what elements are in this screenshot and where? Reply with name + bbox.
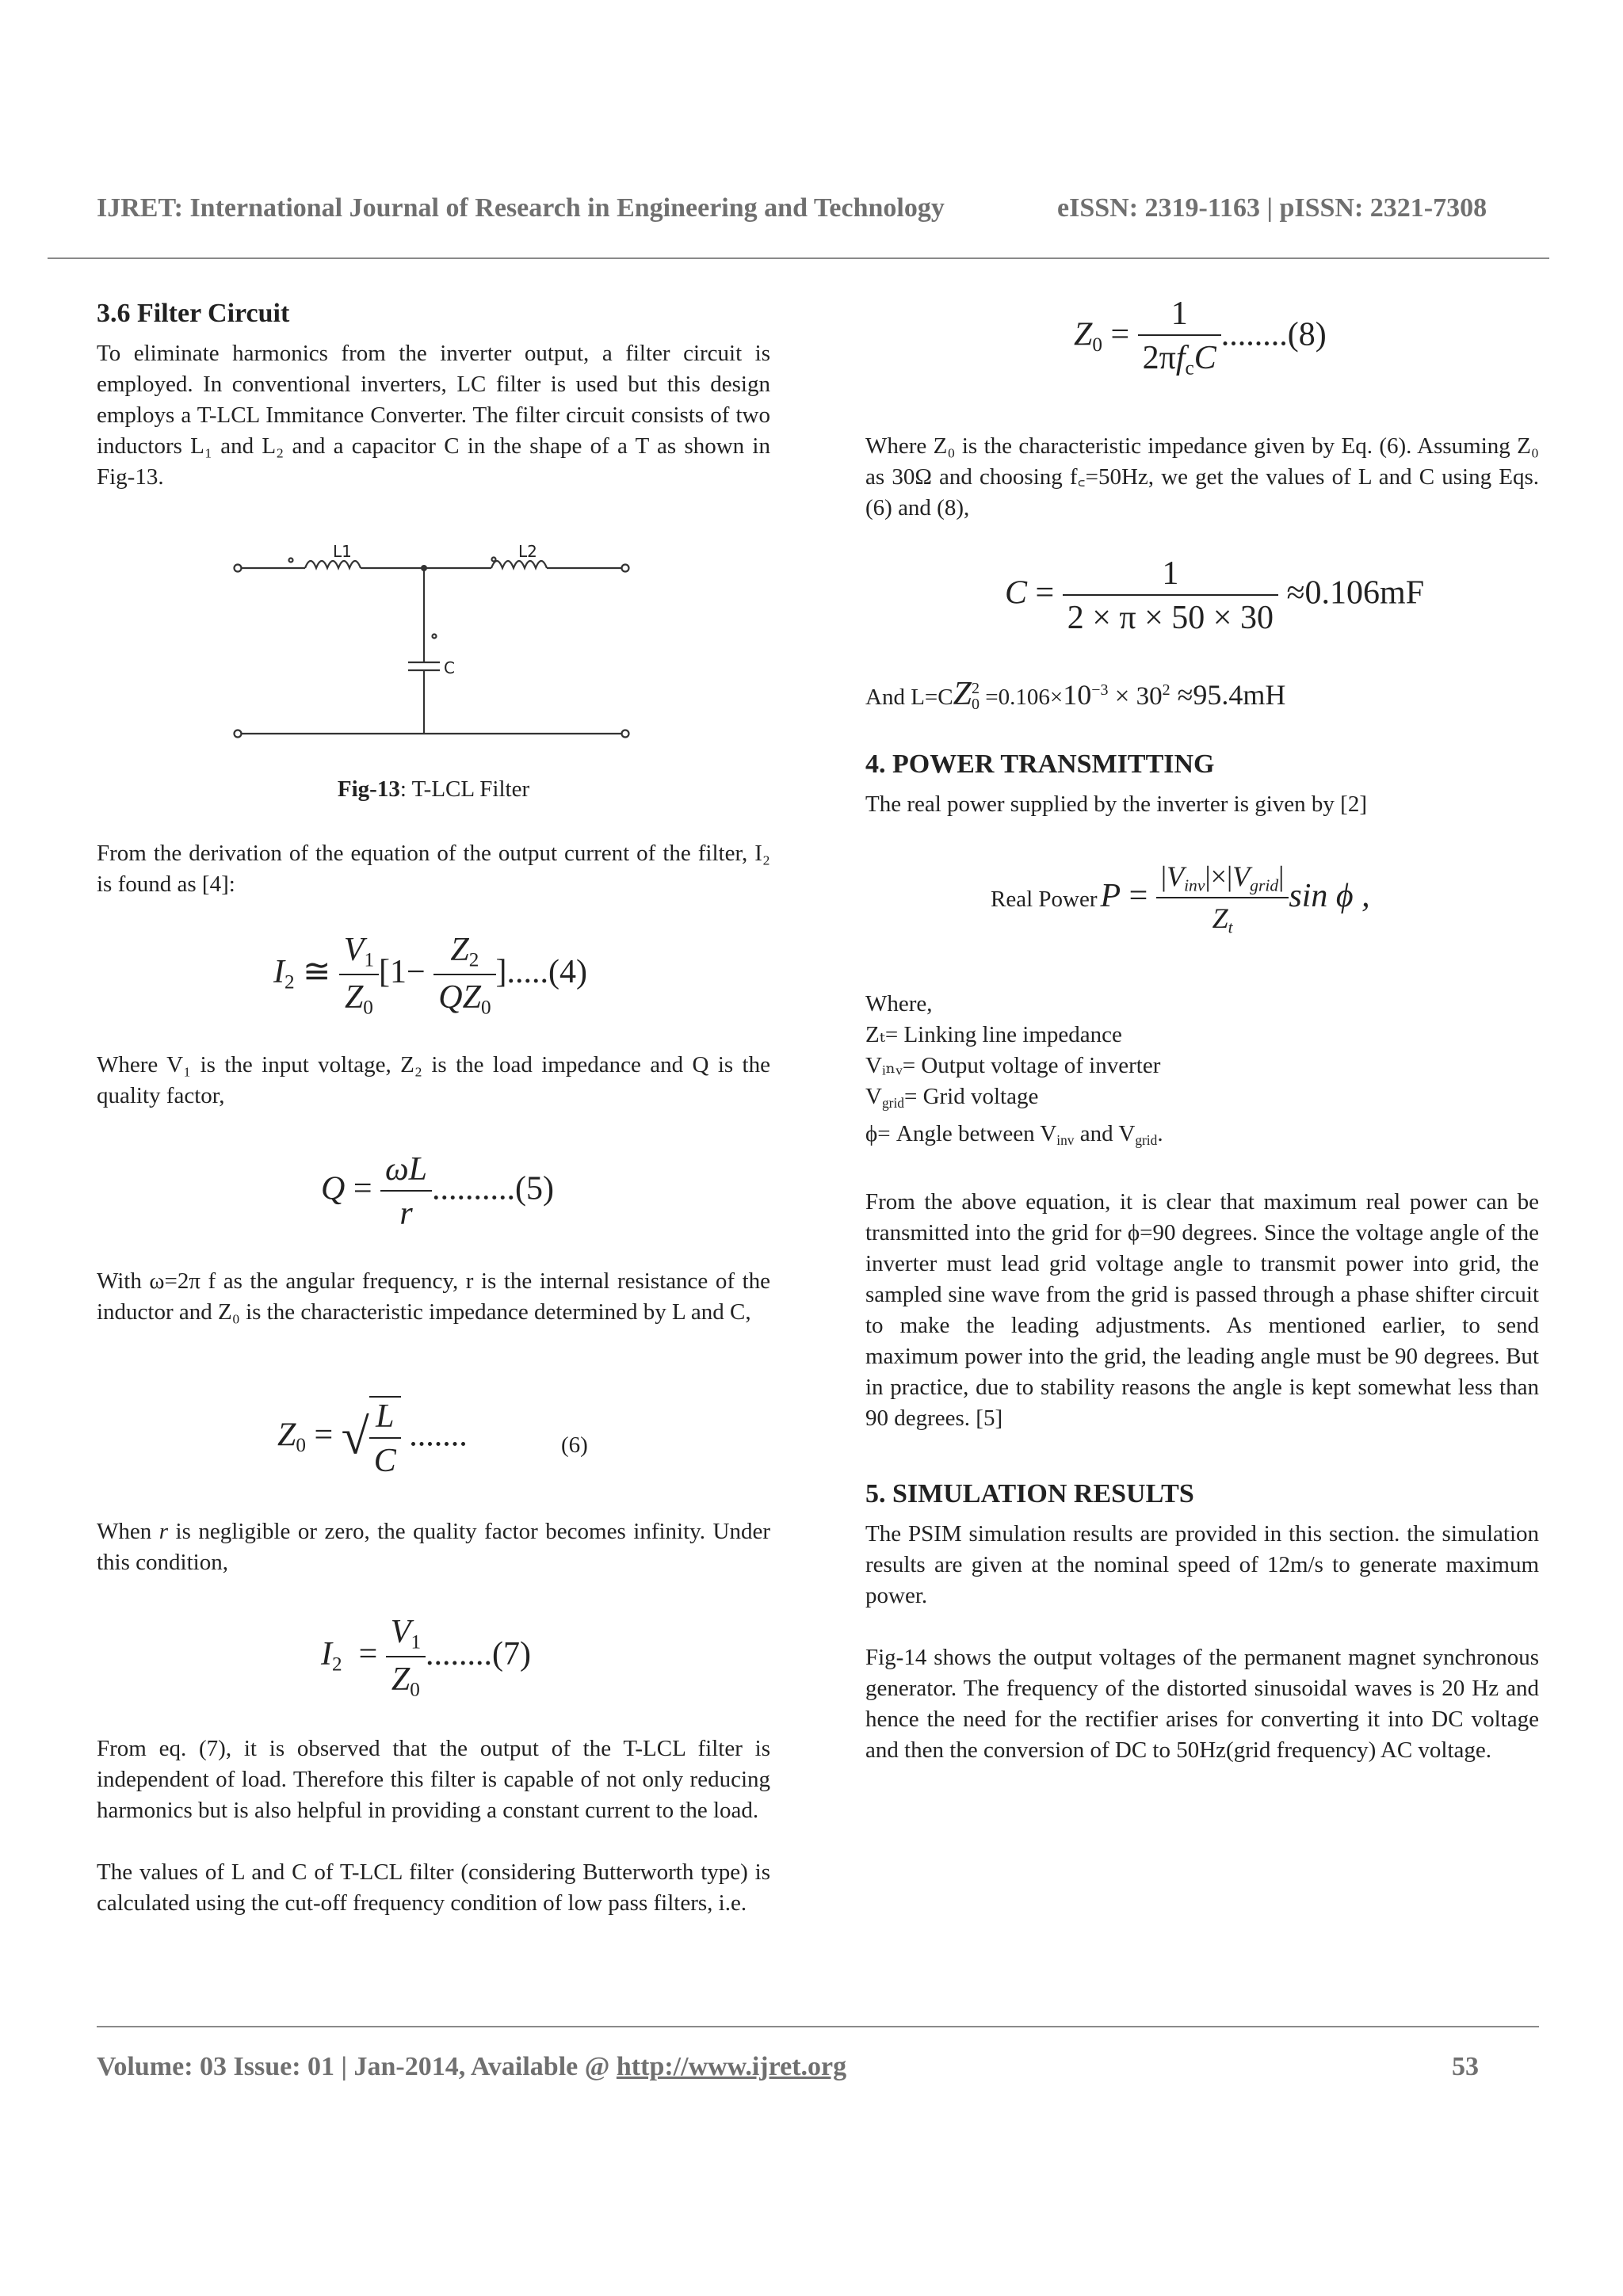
section-title-power-transmitting: 4. POWER TRANSMITTING [865,749,1215,779]
journal-name: IJRET: International Journal of Research in Engineering and Technology [97,193,945,223]
footer-link[interactable]: http://www.ijret.org [616,2052,847,2081]
where-v1-paragraph: Where V₁ is the input voltage, Z₂ is the load impedance and Q is the quality factor, [97,1052,770,1108]
equation-6: $Z_0$ = √ $\frac{L}{C}$ ....... [277,1396,468,1480]
input-terminal-bottom [235,730,242,738]
definition-zt: Zₜ= Linking line impedance [865,1022,1122,1047]
eq8-numerator: 1 [1138,295,1221,336]
eq6-dots: ....... [409,1417,468,1454]
when-r-paragraph [97,1516,770,1578]
omega-block [97,1266,770,1328]
eq4-number: ].....(4) [495,954,587,991]
issn: eISSN: 2319-1163 | pISSN: 2321-7308 [1057,193,1487,223]
left-column [97,298,770,493]
inductor-l2 [491,561,547,568]
label-c: C [444,658,455,677]
vgrid-text: = Grid voltage [903,1084,1039,1109]
power-intro-paragraph: The real power supplied by the inverter is given by [2] [865,791,1367,817]
output-terminal-bottom [622,730,629,738]
psim-paragraph: The PSIM simulation results are provided in this section. the simulation results are given at the nominal speed of 12m/s to generate maximum power. [865,1521,1539,1608]
definition-phi [865,1119,1539,1156]
eq6-number: (6) [561,1432,588,1458]
equation-5: Q = $\frac{\omega L}{r}$ ..........(5) [321,1151,555,1232]
when-r-text-2: is negligible or zero, the quality factor becomes infinity. Under this condition, [97,1519,770,1575]
l-result: ≈95.4mH [1170,679,1286,711]
omega-paragraph: With ω=2π f as the angular frequency, r is the internal resistance of the inductor and Z₀ is the characteristic impedance determined by L and C, [97,1268,770,1325]
real-power-label: Real Power [991,887,1098,913]
phi-text-a: ϕ= Angle between V [865,1121,1057,1147]
section-title-filter-circuit: 3.6 Filter Circuit [97,299,290,328]
eq5-number: ..........(5) [432,1170,555,1207]
equation-8: $Z_0$ = $\frac{1}{2\pi f_cC}$ ........(8) [1074,296,1327,379]
l-times: × 30 [1108,682,1163,711]
where-label: Where, [865,991,933,1016]
l-prefix: And L=C [865,685,953,710]
fig14-paragraph: Fig-14 shows the output voltages of the permanent magnet synchronous generator. The frequency of the distorted sinusoidal waves is 20 Hz and hence the need for the rectifier arises for converting it into DC voltage and then the conversion of DC to 50Hz(grid frequency) AC voltage. [865,1645,1539,1763]
phi-text-and: and V [1074,1121,1136,1147]
footer-rule [97,2026,1539,2027]
where-z0-paragraph: Where Z₀ is the characteristic impedance given by Eq. (6). Assuming Z₀ as 30Ω and choosing f꜀=50Hz, we get the values of L and C using Eqs. (6) and (8), [865,433,1539,521]
figure-13-label: Fig-13 [337,776,400,802]
l-square: 2 [1162,681,1170,699]
definition-vgrid [865,1081,1539,1119]
page-footer [97,2052,1484,2082]
section-title-simulation-results: 5. SIMULATION RESULTS [865,1479,1194,1508]
equation-4: $I_2$ ≅ $\frac{V_1}{Z_0}$ [1− $\frac{Z_2}{QZ_0}$ ].....(4) [273,932,587,1019]
t-lcl-filter-diagram [230,535,642,749]
figure-13-caption [97,776,770,803]
output-terminal-top [622,565,629,572]
phi-sub-inv: inv [1056,1132,1075,1149]
c-numerator: 1 [1063,555,1278,596]
page-number: 53 [1452,2052,1479,2081]
label-l1: L1 [333,542,352,561]
figure-13-title: : T-LCL Filter [399,776,530,802]
definitions-block [865,989,1539,1434]
footer-volume: Volume: 03 Issue: 01 | Jan-2014, Available @ [97,2052,617,2081]
when-r-italic: r [158,1519,169,1544]
eq8-number: ........(8) [1220,316,1327,353]
phi-sub-grid: grid [1135,1132,1158,1149]
i2-paragraph: From the derivation of the equation of the output current of the filter, I₂ is found as [4]: [97,841,770,897]
above-equation-paragraph: From the above equation, it is clear that maximum real power can be transmitted into the grid for ϕ=90 degrees. Since the voltage angle of the inverter must lead grid voltage angle to transmit power into grid, the sampled sine wave from the grid is passed through a phase shifter circuit to make the leading adjustments. As mentioned earlier, to send maximum power into the grid, the leading angle must be 90 degrees. But in practice, due to stability reasons the angle is kept somewhat less than 90 degrees. [5] [865,1189,1539,1432]
from-eq7-block [97,1733,770,1919]
vgrid-v: V [865,1084,882,1109]
from-eq7-paragraph: From eq. (7), it is observed that the output of the T-LCL filter is independent of load. Therefore this filter is capable of not only reducing harmonics but is also helpful in providing a constant current to the load. [97,1736,770,1823]
simulation-section [865,1478,1539,1766]
equation-7: $I_2$ = $\frac{V_1}{Z_0}$ ........(7) [321,1614,532,1701]
where-v1-block [97,1050,770,1112]
power-section [865,749,1539,820]
real-power-equation: Real Power P = $\frac{|V_{inv}|\times|V_{grid}|}{Z_t}$ sin ϕ , [991,860,1370,937]
l-mid: =0.106× [985,685,1064,710]
c-denominator: 2 × π × 50 × 30 [1067,600,1274,636]
i2-paragraph-block [97,838,770,900]
where-z0-block [865,431,1539,524]
when-r-text-1: When [97,1519,159,1544]
input-terminal-top [235,565,242,572]
values-paragraph: The values of L and C of T-LCL filter (considering Butterworth type) is calculated using the cut-off frequency condition of low pass filters, i.e. [97,1859,770,1916]
l-exponent: −3 [1091,681,1109,699]
header-rule [48,257,1549,259]
filter-intro-paragraph: To eliminate harmonics from the inverter output, a filter circuit is employed. In conventional inverters, LC filter is used but this design employs a T-LCL Immitance Converter. The filter circuit consists of two inductors L₁ and L₂ and a capacitor C in the shape of a T as shown in Fig-13. [97,341,770,490]
eq7-number: ........(7) [426,1636,532,1673]
definition-vinv: Vᵢₙᵥ= Output voltage of inverter [865,1053,1161,1078]
sin-phi: sin ϕ , [1289,878,1370,915]
when-r-block [97,1516,770,1578]
capacitance-equation: C = $\frac{1}{2 \times \pi \times 50 \times 30}$ ≈0.106mF [1005,555,1425,636]
vgrid-sub: grid [881,1095,904,1112]
page-header [97,193,1547,223]
inductor-l1 [305,561,361,568]
label-l2: L2 [518,542,537,561]
phi-text-end: . [1157,1121,1163,1147]
c-result: ≈0.106mF [1286,574,1425,612]
l-ten: 10 [1063,679,1092,711]
inductance-equation: And L=CZ 2 0 $=0.106\times 10^{-3} \times 30^2 \approx 95.4mH$ [865,676,1286,713]
